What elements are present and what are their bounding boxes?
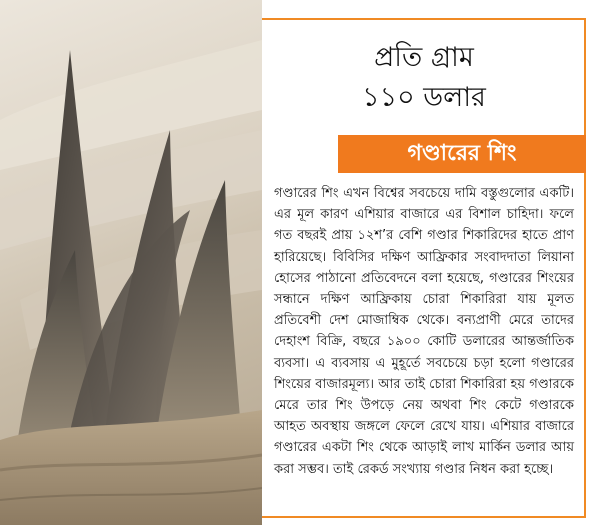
headline-line-1: প্রতি গ্রাম bbox=[374, 42, 474, 73]
headline bbox=[262, 38, 586, 118]
rhino-horns-icon bbox=[0, 0, 262, 525]
headline-line-2: ১১০ ডলার bbox=[362, 82, 486, 113]
rhino-horns-photo bbox=[0, 0, 262, 525]
article-body: গণ্ডারের শিং এখন বিশ্বের সবচেয়ে দামি বস্তুগুলোর একটি। এর মূল কারণ এশিয়ার বাজারে এর বিশাল চাহিদা। ফলে গত বছরই প্রায় ১২শ’র বেশি গণ্ডার শিকারিদের হাতে প্রাণ হারিয়েছে। বিবিসির দক্ষিণ আফ্রিকার সংবাদদাতা লিয়ানা হোসের পাঠানো প্রতিবেদনে বলা হয়েছে, গণ্ডারের শিংয়ের সন্ধানে দক্ষিণ আফ্রিকায় চোরা শিকারিরা যায় মূলত প্রতিবেশী দেশ মোজাম্বিক থেকে। বন্যপ্রাণী মেরে তাদের দেহাংশ বিক্রি, বছরে ১৯০০ কোটি ডলারের আন্তর্জাতিক ব্যবসা। এ ব্যবসায় এ মুহূর্তে সবচেয়ে চড়া হলো গণ্ডারের শিংয়ের বাজারমূল্য। আর তাই চোরা শিকারিরা হয় গণ্ডারকে মেরে তার শিং উপড়ে নেয় অথবা শিং কেটে গণ্ডারকে আহত অবস্থায় জঙ্গলে ফেলে রেখে যায়। এশিয়ার বাজারে গণ্ডারের একটা শিং থেকে আড়াই লাখ মার্কিন ডলার আয় করা সম্ভব। তাই রেকর্ড সংখ্যায় গণ্ডার নিধন করা হচ্ছে। bbox=[274, 186, 574, 477]
article-box bbox=[262, 18, 586, 518]
section-banner: গণ্ডারের শিং bbox=[338, 135, 586, 173]
